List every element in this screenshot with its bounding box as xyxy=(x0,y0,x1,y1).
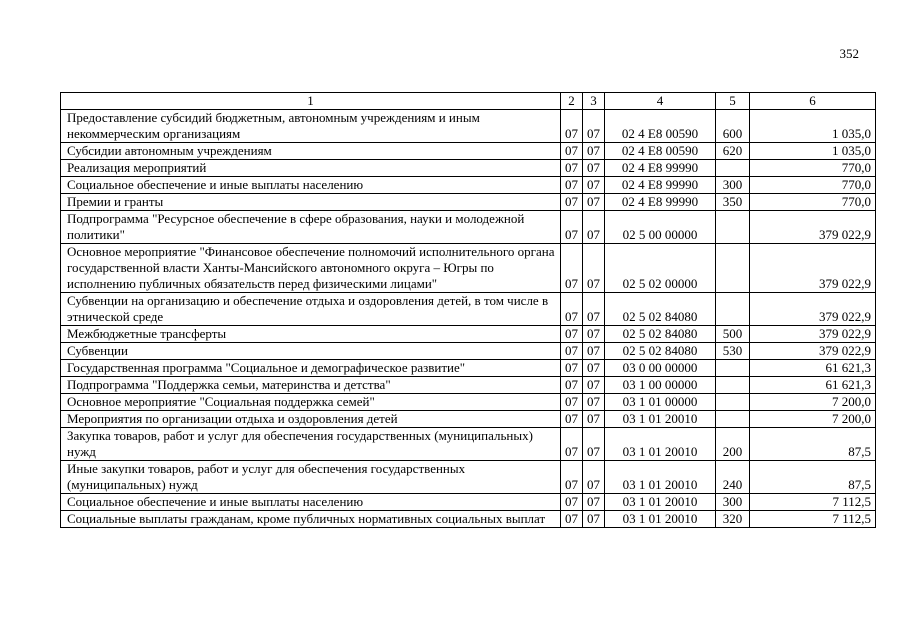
amount-cell: 7 200,0 xyxy=(750,394,876,411)
page-number: 352 xyxy=(839,46,859,61)
target-article-cell: 03 1 01 20010 xyxy=(605,411,716,428)
section-code-cell: 07 xyxy=(561,244,583,293)
item-name-cell: Подпрограмма "Поддержка семьи, материнства и детства" xyxy=(61,377,561,394)
amount-cell: 61 621,3 xyxy=(750,377,876,394)
item-name-cell: Социальное обеспечение и иные выплаты населению xyxy=(61,177,561,194)
section-code-cell: 07 xyxy=(561,377,583,394)
section-code-cell: 07 xyxy=(561,360,583,377)
expense-type-cell xyxy=(716,160,750,177)
target-article-cell: 03 1 00 00000 xyxy=(605,377,716,394)
table-row xyxy=(61,293,876,326)
table-row xyxy=(61,377,876,394)
item-name-cell: Основное мероприятие "Финансовое обеспечение полномочий исполнительного органа государственной власти Ханты-Мансийского автономного округа – Югры по исполнению публичных обязательств перед физическими лицами" xyxy=(61,244,561,293)
section-code-cell: 07 xyxy=(561,143,583,160)
table-row xyxy=(61,394,876,411)
subsection-code-cell: 07 xyxy=(583,394,605,411)
table-row xyxy=(61,160,876,177)
expense-type-cell: 320 xyxy=(716,511,750,528)
target-article-cell: 02 5 00 00000 xyxy=(605,211,716,244)
table-row xyxy=(61,211,876,244)
item-name-cell: Реализация мероприятий xyxy=(61,160,561,177)
amount-cell: 7 200,0 xyxy=(750,411,876,428)
expense-type-cell xyxy=(716,211,750,244)
subsection-code-cell: 07 xyxy=(583,110,605,143)
expense-type-cell xyxy=(716,293,750,326)
section-code-cell: 07 xyxy=(561,110,583,143)
table-row xyxy=(61,143,876,160)
subsection-code-cell: 07 xyxy=(583,343,605,360)
target-article-cell: 03 1 01 20010 xyxy=(605,461,716,494)
table-row xyxy=(61,177,876,194)
subsection-code-cell: 07 xyxy=(583,428,605,461)
section-code-cell: 07 xyxy=(561,511,583,528)
target-article-cell: 03 1 01 20010 xyxy=(605,428,716,461)
target-article-cell: 02 5 02 84080 xyxy=(605,293,716,326)
subsection-code-cell: 07 xyxy=(583,377,605,394)
amount-cell: 770,0 xyxy=(750,177,876,194)
subsection-code-cell: 07 xyxy=(583,160,605,177)
expense-type-cell xyxy=(716,377,750,394)
subsection-code-cell: 07 xyxy=(583,360,605,377)
item-name-cell: Субвенции xyxy=(61,343,561,360)
section-code-cell: 07 xyxy=(561,160,583,177)
subsection-code-cell: 07 xyxy=(583,326,605,343)
subsection-code-cell: 07 xyxy=(583,143,605,160)
item-name-cell: Подпрограмма "Ресурсное обеспечение в сфере образования, науки и молодежной политики" xyxy=(61,211,561,244)
expense-type-cell: 300 xyxy=(716,177,750,194)
item-name-cell: Основное мероприятие "Социальная поддержка семей" xyxy=(61,394,561,411)
expense-type-cell: 600 xyxy=(716,110,750,143)
table-row xyxy=(61,411,876,428)
subsection-code-cell: 07 xyxy=(583,211,605,244)
amount-cell: 87,5 xyxy=(750,461,876,494)
expense-type-cell: 530 xyxy=(716,343,750,360)
item-name-cell: Социальное обеспечение и иные выплаты населению xyxy=(61,494,561,511)
expense-type-cell: 500 xyxy=(716,326,750,343)
table-row xyxy=(61,110,876,143)
amount-cell: 379 022,9 xyxy=(750,343,876,360)
target-article-cell: 02 4 E8 99990 xyxy=(605,160,716,177)
amount-cell: 1 035,0 xyxy=(750,143,876,160)
header-cell: 5 xyxy=(716,93,750,110)
table-header-row xyxy=(61,93,876,110)
subsection-code-cell: 07 xyxy=(583,177,605,194)
expense-type-cell xyxy=(716,411,750,428)
expense-type-cell xyxy=(716,394,750,411)
item-name-cell: Предоставление субсидий бюджетным, автономным учреждениям и иным некоммерческим организациям xyxy=(61,110,561,143)
item-name-cell: Мероприятия по организации отдыха и оздоровления детей xyxy=(61,411,561,428)
table-row xyxy=(61,428,876,461)
amount-cell: 379 022,9 xyxy=(750,244,876,293)
budget-table-body xyxy=(61,93,876,528)
section-code-cell: 07 xyxy=(561,461,583,494)
budget-table xyxy=(60,92,876,528)
section-code-cell: 07 xyxy=(561,293,583,326)
expense-type-cell xyxy=(716,360,750,377)
item-name-cell: Закупка товаров, работ и услуг для обеспечения государственных (муниципальных) нужд xyxy=(61,428,561,461)
expense-type-cell: 240 xyxy=(716,461,750,494)
header-cell: 1 xyxy=(61,93,561,110)
item-name-cell: Премии и гранты xyxy=(61,194,561,211)
section-code-cell: 07 xyxy=(561,194,583,211)
table-row xyxy=(61,461,876,494)
target-article-cell: 03 1 01 20010 xyxy=(605,494,716,511)
expense-type-cell: 620 xyxy=(716,143,750,160)
section-code-cell: 07 xyxy=(561,411,583,428)
subsection-code-cell: 07 xyxy=(583,244,605,293)
section-code-cell: 07 xyxy=(561,394,583,411)
expense-type-cell: 350 xyxy=(716,194,750,211)
target-article-cell: 03 0 00 00000 xyxy=(605,360,716,377)
amount-cell: 770,0 xyxy=(750,194,876,211)
target-article-cell: 02 5 02 00000 xyxy=(605,244,716,293)
subsection-code-cell: 07 xyxy=(583,511,605,528)
subsection-code-cell: 07 xyxy=(583,194,605,211)
table-row xyxy=(61,343,876,360)
section-code-cell: 07 xyxy=(561,494,583,511)
target-article-cell: 02 5 02 84080 xyxy=(605,326,716,343)
target-article-cell: 02 4 E8 00590 xyxy=(605,110,716,143)
subsection-code-cell: 07 xyxy=(583,494,605,511)
amount-cell: 61 621,3 xyxy=(750,360,876,377)
item-name-cell: Межбюджетные трансферты xyxy=(61,326,561,343)
subsection-code-cell: 07 xyxy=(583,461,605,494)
header-cell: 2 xyxy=(561,93,583,110)
target-article-cell: 02 4 E8 00590 xyxy=(605,143,716,160)
amount-cell: 7 112,5 xyxy=(750,511,876,528)
amount-cell: 87,5 xyxy=(750,428,876,461)
amount-cell: 1 035,0 xyxy=(750,110,876,143)
amount-cell: 379 022,9 xyxy=(750,293,876,326)
section-code-cell: 07 xyxy=(561,428,583,461)
amount-cell: 379 022,9 xyxy=(750,326,876,343)
table-row xyxy=(61,360,876,377)
item-name-cell: Государственная программа "Социальное и демографическое развитие" xyxy=(61,360,561,377)
item-name-cell: Субвенции на организацию и обеспечение отдыха и оздоровления детей, в том числе в этнической среде xyxy=(61,293,561,326)
section-code-cell: 07 xyxy=(561,326,583,343)
subsection-code-cell: 07 xyxy=(583,411,605,428)
item-name-cell: Иные закупки товаров, работ и услуг для обеспечения государственных (муниципальных) нужд xyxy=(61,461,561,494)
section-code-cell: 07 xyxy=(561,177,583,194)
header-cell: 6 xyxy=(750,93,876,110)
item-name-cell: Социальные выплаты гражданам, кроме публичных нормативных социальных выплат xyxy=(61,511,561,528)
expense-type-cell: 300 xyxy=(716,494,750,511)
subsection-code-cell: 07 xyxy=(583,293,605,326)
header-cell: 4 xyxy=(605,93,716,110)
table-row xyxy=(61,511,876,528)
item-name-cell: Субсидии автономным учреждениям xyxy=(61,143,561,160)
target-article-cell: 02 5 02 84080 xyxy=(605,343,716,360)
section-code-cell: 07 xyxy=(561,343,583,360)
section-code-cell: 07 xyxy=(561,211,583,244)
target-article-cell: 02 4 E8 99990 xyxy=(605,177,716,194)
table-row xyxy=(61,194,876,211)
amount-cell: 770,0 xyxy=(750,160,876,177)
amount-cell: 7 112,5 xyxy=(750,494,876,511)
header-cell: 3 xyxy=(583,93,605,110)
target-article-cell: 02 4 E8 99990 xyxy=(605,194,716,211)
expense-type-cell xyxy=(716,244,750,293)
table-row xyxy=(61,494,876,511)
expense-type-cell: 200 xyxy=(716,428,750,461)
target-article-cell: 03 1 01 00000 xyxy=(605,394,716,411)
target-article-cell: 03 1 01 20010 xyxy=(605,511,716,528)
amount-cell: 379 022,9 xyxy=(750,211,876,244)
table-row xyxy=(61,244,876,293)
table-row xyxy=(61,326,876,343)
